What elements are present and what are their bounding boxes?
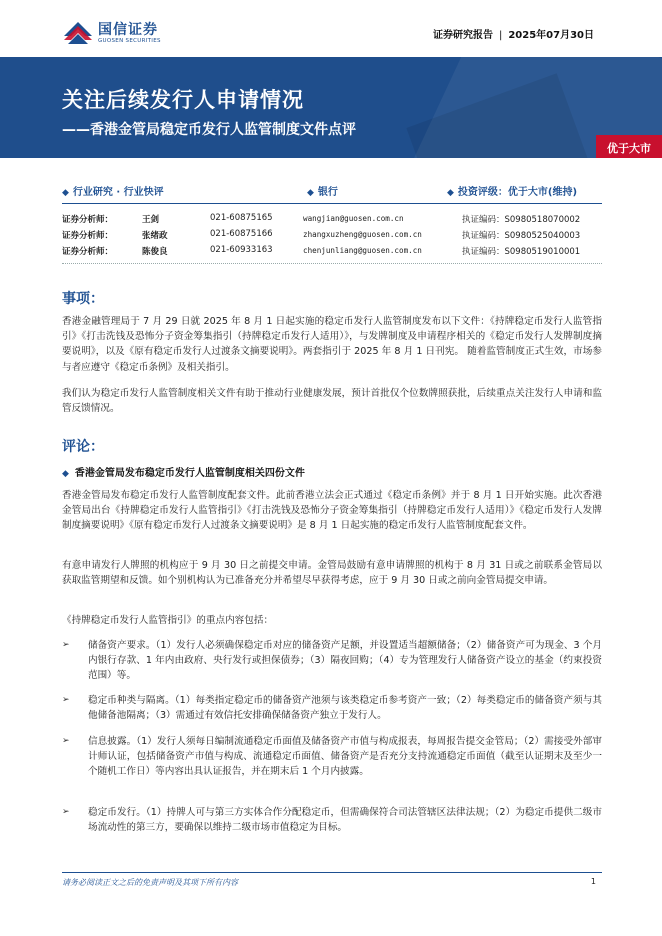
- logo-mark-icon: [62, 18, 94, 46]
- footer-divider: [62, 872, 602, 873]
- report-date: 2025年07月30日: [508, 30, 594, 41]
- comments-subheading: ◆ 香港金管局发布稳定币发行人监管制度相关四份文件: [62, 468, 305, 479]
- analyst-cert: 执证编码：S0980525040003: [462, 231, 581, 241]
- rating-badge: 优于大市: [596, 135, 662, 158]
- divider: [62, 203, 602, 204]
- divider: [62, 263, 602, 264]
- doc-type: 证券研究报告: [432, 30, 493, 41]
- title-banner: [0, 57, 662, 158]
- analyst-phone: 021-60933163: [210, 245, 273, 255]
- analyst-cert: 执证编码：S0980519010001: [462, 247, 581, 257]
- diamond-icon: ◆: [307, 188, 314, 198]
- report-industry: ◆ 银行: [307, 187, 338, 198]
- report-subtitle: ——香港金管局稳定币发行人监管制度文件点评: [62, 122, 356, 138]
- analyst-cert: 执证编码：S0980518070002: [462, 215, 581, 225]
- analyst-email[interactable]: wangjian@guosen.com.cn: [303, 214, 404, 223]
- arrow-bullet-icon: ➢: [62, 736, 70, 746]
- comments-paragraph-1: 香港金管局发布稳定币发行人监管制度配套文件。此前香港立法会正式通过《稳定币条例》并于 8 月 1 日开始实施。此次香港金管局出台《持牌稳定币发行人监管指引》《打击洗钱及恐怖分子资金筹集指引（持牌稳定币发行人适用）》《稳定币发行人发牌制度摘要说明》《原有稳定币发行人过渡条文摘要说明》是 8 月 1 日起实施的稳定币发行人监管制度配套文件。: [62, 490, 602, 532]
- disclaimer-note[interactable]: 请务必阅读正文之后的免责声明及其项下所有内容: [62, 878, 238, 887]
- diamond-icon: ◆: [62, 469, 69, 479]
- diamond-icon: ◆: [447, 188, 454, 198]
- analyst-name: 王剑: [142, 215, 160, 225]
- analyst-phone: 021-60875165: [210, 213, 273, 223]
- report-title: 关注后续发行人申请情况: [62, 88, 304, 112]
- report-header-info: [433, 26, 594, 41]
- logo-text-en: GUOSEN SECURITIES: [98, 38, 161, 44]
- arrow-bullet-icon: ➢: [62, 640, 70, 650]
- analyst-row: 证券分析师： 王剑 021-60875165 wangjian@guosen.com.cn 执证编码：S0980518070002: [62, 213, 581, 225]
- matters-paragraph-2: 我们认为稳定币发行人监管制度相关文件有助于推动行业健康发展，预计首批仅个位数牌照获批，后续重点关注发行人申请和监管反馈情况。: [62, 388, 602, 415]
- page-number: 1: [590, 877, 596, 886]
- company-logo: [62, 16, 202, 50]
- section-heading-comments: 评论：: [62, 439, 104, 455]
- analyst-name: 陈俊良: [142, 247, 168, 257]
- diamond-icon: ◆: [62, 188, 69, 198]
- analyst-email[interactable]: zhangxuzheng@guosen.com.cn: [303, 230, 422, 239]
- analyst-phone: 021-60875166: [210, 229, 273, 239]
- analyst-row: 证券分析师： 陈俊良 021-60933163 chenjunliang@guosen.com.cn 执证编码：S0980519010001: [62, 245, 581, 257]
- analyst-row: 证券分析师： 张绪政 021-60875166 zhangxuzheng@guosen.com.cn 执证编码：S0980525040003: [62, 229, 581, 241]
- logo-text-cn: 国信证券: [98, 22, 158, 38]
- header-separator: |: [498, 30, 503, 41]
- comments-paragraph-3: 《持牌稳定币发行人监管指引》的重点内容包括：: [62, 615, 274, 626]
- investment-rating: ◆ 投资评级：优于大市(维持): [447, 187, 578, 198]
- arrow-bullet-icon: ➢: [62, 807, 70, 817]
- report-meta-row: [62, 183, 602, 197]
- arrow-bullet-icon: ➢: [62, 695, 70, 705]
- report-category: ◆ 行业研究 · 行业快评: [62, 187, 164, 198]
- section-heading-matters: 事项：: [62, 291, 104, 307]
- comments-paragraph-2: 有意申请发行人牌照的机构应于 9 月 30 日之前提交申请。金管局鼓励有意申请牌照的机构于 8 月 31 日或之前联系金管局以获取监管期望和反馈。如个别机构认为已准备充分并希望尽早获得考虑，应于 9 月 30 日或之前向金管局提交申请。: [62, 560, 602, 587]
- analyst-name: 张绪政: [142, 231, 168, 241]
- matters-paragraph-1: 香港金融管理局于 7 月 29 日就 2025 年 8 月 1 日起实施的稳定币发行人监管制度发布以下文件：《持牌稳定币发行人监管指引》《打击洗钱及恐怖分子资金筹集指引（持牌稳定币发行人适用）》，与发牌制度及申请程序相关的《稳定币发行人发牌制度摘要说明》，以及《原有稳定币发行人过渡条文摘要说明》。两套指引于 2025 年 8 月 1 日刊宪。 随着监管制度正式生效，市场参与者应遵守《稳定币条例》及相关指引。: [62, 316, 602, 373]
- analyst-email[interactable]: chenjunliang@guosen.com.cn: [303, 246, 422, 255]
